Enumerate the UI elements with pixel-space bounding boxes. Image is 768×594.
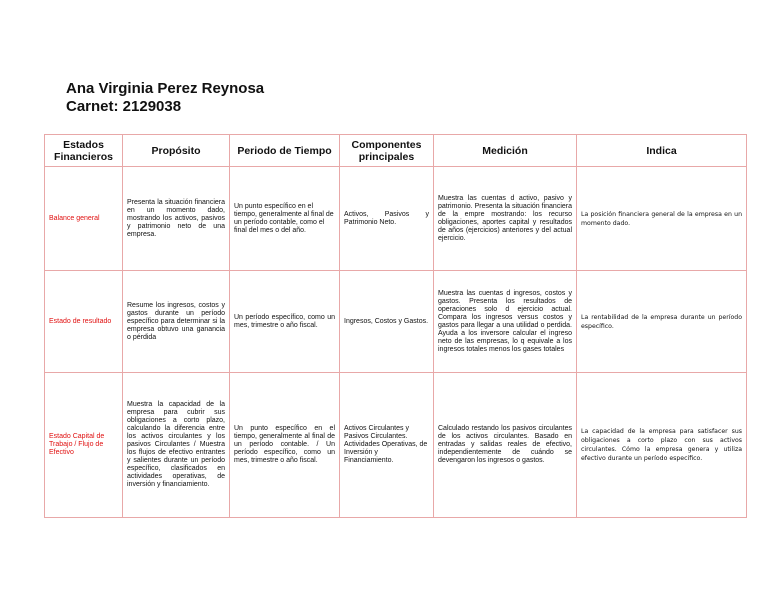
header-indica: Indica — [577, 135, 747, 167]
cell-indica: La rentabilidad de la empresa durante un período específico. — [577, 271, 747, 373]
cell-proposito: Muestra la capacidad de la empresa para cubrir sus obligaciones a corto plazo, calculando la diferencia entre los activos circulantes y los pasivos Circulantes / Muestra los flujos de efectivo entrantes y salientes durante un período específico, clasificados en actividades operativas, de inversión y financiamiento. — [123, 373, 230, 518]
header-medicion: Medición — [434, 135, 577, 167]
cell-proposito: Presenta la situación financiera en un momento dado, mostrando los activos, pasivos y patrimonio neto de una empresa. — [123, 167, 230, 271]
table-row — [45, 271, 747, 373]
table-row — [45, 167, 747, 271]
header-estados: Estados Financieros — [45, 135, 123, 167]
cell-estado: Estado de resultado — [45, 271, 123, 373]
cell-indica: La posición financiera general de la empresa en un momento dado. — [577, 167, 747, 271]
cell-estado: Balance general — [45, 167, 123, 271]
header-periodo: Periodo de Tiempo — [230, 135, 340, 167]
cell-medicion: Muestra las cuentas d activo, pasivo y patrimonio. Presenta la situación financiera de la empre mostrando: los recurso obligaciones, aportes capital y resultados de años (ejercicios) anteriores y del actual ejercicio. — [434, 167, 577, 271]
author-carnet: Carnet: 2129038 — [66, 98, 182, 115]
cell-medicion: Calculado restando los pasivos circulantes de los activos circulantes. Basado en entradas y salidas reales de efectivo, independientemente de cuándo se devengaron los ingresos o gastos. — [434, 373, 577, 518]
cell-indica: La capacidad de la empresa para satisfacer sus obligaciones a corto plazo con sus activos circulantes. Cómo la empresa genera y utiliza efectivo durante un período específico. — [577, 373, 747, 518]
table-row — [45, 373, 747, 518]
table-header-row — [45, 135, 747, 167]
cell-medicion: Muestra las cuentas d ingresos, costos y gastos. Presenta los resultados de operaciones solo d ejercicio actual. Compara los ingresos versus costos y gastos para llegar a una utilidad o perdida. Ayuda a los inversore calcular el ingreso neto de las empresas, lo q equivale a los ingresos totales menos los gases totales — [434, 271, 577, 373]
cell-componentes: Activos, Pasivos y Patrimonio Neto. — [340, 167, 434, 271]
header-proposito: Propósito — [123, 135, 230, 167]
cell-proposito: Resume los ingresos, costos y gastos durante un período específico para determinar si la empresa obtuvo una ganancia o pérdida — [123, 271, 230, 373]
cell-periodo: Un punto específico en el tiempo, generalmente al final de un período contable, como el final del mes o del año. — [230, 167, 340, 271]
cell-estado: Estado Capital de Trabajo / Flujo de Efectivo — [45, 373, 123, 518]
cell-componentes: Ingresos, Costos y Gastos. — [340, 271, 434, 373]
cell-periodo: Un punto específico en el tiempo, generalmente al final de un período contable. / Un período específico, como un mes, trimestre o año fiscal. — [230, 373, 340, 518]
cell-componentes: Activos Circulantes y Pasivos Circulantes. Actividades Operativas, de Inversión y Financiamiento. — [340, 373, 434, 518]
author-name: Ana Virginia Perez Reynosa — [66, 80, 265, 97]
financial-statements-table — [44, 134, 747, 518]
cell-periodo: Un período específico, como un mes, trimestre o año fiscal. — [230, 271, 340, 373]
header-componentes: Componentes principales — [340, 135, 434, 167]
header — [66, 80, 264, 116]
